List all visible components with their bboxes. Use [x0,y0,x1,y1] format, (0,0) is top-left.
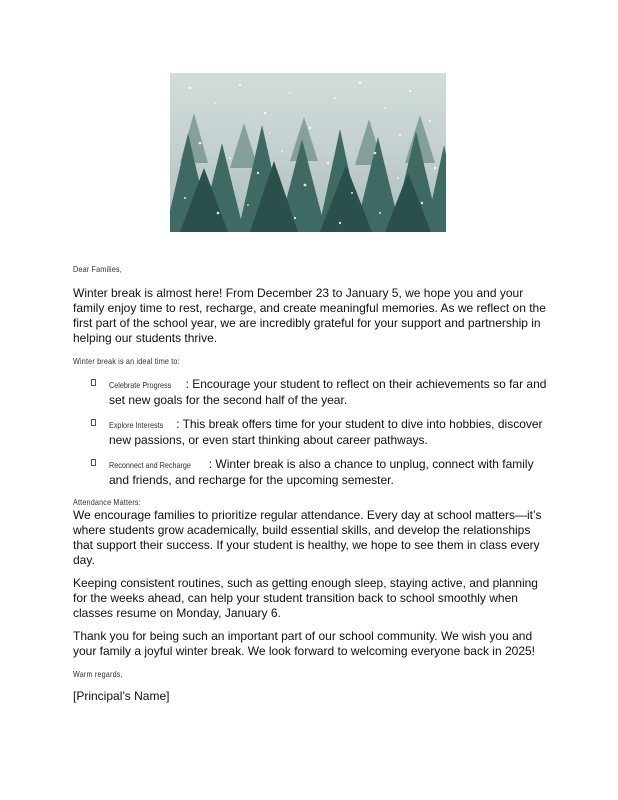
list-item [73,377,553,408]
list-term: Celebrate Progress [109,380,172,390]
list-text: : Winter break is also a chance to unplug, connect with family and friends, and recharge for the upcoming semester. [109,457,534,487]
list-item [73,457,553,488]
closing-text: Warm regards, [73,669,123,679]
list-text: : Encourage your student to reflect on their achievements so far and set new goals for the second half of the year. [109,377,547,407]
attendance-heading-text: Attendance Matters: [73,497,141,507]
ideal-time-heading-text: Winter break is an ideal time to: [73,356,180,366]
list-term: Explore Interests [109,420,164,430]
list-text: : This break offers time for your student to dive into hobbies, discover new passions, or even start thinking about career pathways. [109,417,543,447]
ideal-time-heading [73,356,481,366]
tips-list [73,377,553,488]
thanks-paragraph: Thank you for being such an important part of our school community. We wish you and your family a joyful winter break. We look forward to welcoming everyone back in 2025! [73,629,535,658]
snowy-forest-image [170,73,446,232]
letter-body [73,264,553,704]
attendance-heading [73,497,481,507]
routines-paragraph: Keeping consistent routines, such as getting enough sleep, staying active, and planning for the weeks ahead, can help your student transition back to school smoothly when classes resume on Monday, January 6. [73,576,538,620]
greeting-text: Dear Families, [73,264,122,274]
bullet-icon [91,459,96,466]
list-term: Reconnect and Recharge [109,460,191,470]
attendance-paragraph: We encourage families to prioritize regular attendance. Every day at school matters—it’s where students grow academically, build essential skills, and develop the relationships that support their success. If your student is healthy, we hope to see them in class every day. [73,508,542,567]
closing [73,669,481,679]
bullet-icon [91,419,96,426]
bullet-icon [91,379,96,386]
signature: [Principal’s Name] [73,689,170,703]
intro-paragraph: Winter break is almost here! From December 23 to January 5, we hope you and your family enjoy time to rest, recharge, and create meaningful memories. As we reflect on the first part of the school year, we are incredibly grateful for your support and partnership in helping our students thrive. [73,286,546,345]
list-item [73,417,553,448]
greeting [73,264,481,274]
